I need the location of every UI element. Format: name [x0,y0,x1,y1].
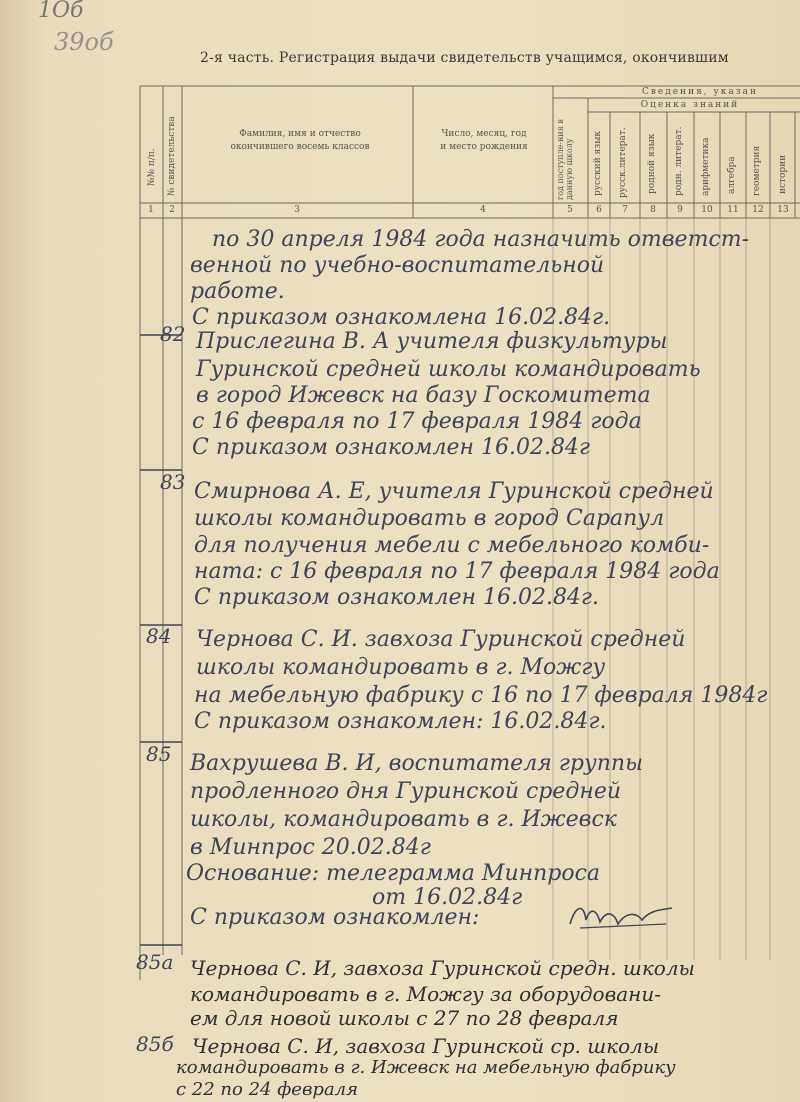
entry-line: Вахрушева В. И, воспитателя группы [190,751,643,776]
col-cert-header: № свидетельства [167,116,177,196]
entry-line: ем для новой школы с 27 по 28 февраля [190,1006,619,1030]
folio-number: 39об [54,28,114,56]
col-russian-header: русский язык [593,131,603,196]
entry-line: с 16 февраля по 17 февраля 1984 года [192,409,642,434]
entry-line: С приказом ознакомлен: [190,905,480,930]
col-number: 1 [148,205,154,215]
page-heading: 2-я часть. Регистрация выдачи свидетельств учащимся, окончившим [200,50,729,66]
col-number: 6 [596,205,602,215]
entry-line: командировать в г. Можгу за оборудовани- [190,982,661,1006]
col-number: 11 [727,205,739,215]
entry-line: в Минпрос 20.02.84г [190,835,431,860]
entry-line: Гуринской средней школы командировать [196,357,701,382]
entry-line: школы, командировать в г. Ижевск [190,807,617,832]
entry-line: венной по учебно-воспитательной [190,253,605,278]
entry-line: Основание: телеграмма Минпроса [186,861,601,886]
entry-number: 83 [160,470,186,494]
col-algebra-header: алгебра [727,156,737,194]
entry-line: командировать в г. Ижевск на мебельную фабрику [176,1057,676,1078]
entry-number: 84 [146,624,172,648]
col-year-header: год поступле-ния в данную школу [556,119,574,200]
entry-number: 85 [146,742,172,766]
entry-line: продленного дня Гуринской средней [190,779,622,804]
entry-number: 85б [136,1032,174,1056]
entry-line: работе. [190,279,285,304]
entry-number: 85а [136,950,174,974]
col-number: 5 [567,205,573,215]
col-history-header: истории [778,154,788,194]
col-name-line1: Фамилия, имя и отчество [239,129,361,139]
entry-line: Смирнова А. Е, учителя Гуринской средней [194,479,714,504]
entry-line: на мебельную фабрику с 16 по 17 февраля 1984г [194,683,768,708]
entry-line: для получения мебели с мебельного комби- [194,533,710,558]
col-geometry-header: геометрия [752,145,762,196]
col-birth-header [418,128,550,154]
col-number: 3 [294,205,300,215]
col-arith-header: арифметика [701,137,711,196]
info-group-header: Сведения, указан [641,87,759,97]
entry-line: С приказом ознакомлена 16.02.84г. [192,305,611,330]
col-name-line2: окончившего восемь классов [230,142,370,152]
entry-line: С приказом ознакомлен 16.02.84г [192,435,591,460]
entry-line: ната: с 16 февраля по 17 февраля 1984 года [194,559,720,584]
col-number: 10 [701,205,713,215]
grades-group-header: Оценка знаний [640,100,740,110]
signature [566,898,676,934]
entry-line: Чернова С. И. завхоза Гуринской средней [196,627,686,652]
top-left-mark: 1Об [38,0,84,23]
entry-line: школы командировать в город Сарапул [194,506,665,531]
col-birth-line2: и место рождения [440,142,528,152]
entry-line: С приказом ознакомлен: 16.02.84г. [194,709,607,734]
entry-line: от 16.02.84г [372,885,523,910]
col-number: 12 [752,205,764,215]
col-number: 13 [777,205,789,215]
col-native-header: родной язык [647,133,657,194]
entry-line: С приказом ознакомлен 16.02.84г. [194,585,600,610]
col-number: 9 [677,205,683,215]
entry-line: Чернова С. И, завхоза Гуринской средн. школы [190,956,695,980]
col-number: 7 [622,205,628,215]
col-birth-line1: Число, месяц, год [441,129,527,139]
col-number: 8 [650,205,656,215]
entry-line: с 22 по 24 февраля [176,1079,359,1100]
col-name-header [190,128,410,154]
entry-line: по 30 апреля 1984 года назначить ответст- [212,227,750,252]
entry-line: Прислегина В. А учителя физкультуры [196,329,668,354]
entry-line: Чернова С. И, завхоза Гуринской ср. школы [192,1034,660,1058]
col-number: 4 [480,205,486,215]
col-russ-lit-header: русск.литерат. [618,127,628,198]
entry-line: в город Ижевск на базу Госкомитета [196,383,651,408]
col-number: 2 [169,205,175,215]
entry-line: школы командировать в г. Можгу [196,655,606,680]
col-num-header: №№ п/п. [147,148,157,186]
entry-number: 82 [160,322,186,346]
col-native-lit-header: родн. литерат. [674,126,684,196]
